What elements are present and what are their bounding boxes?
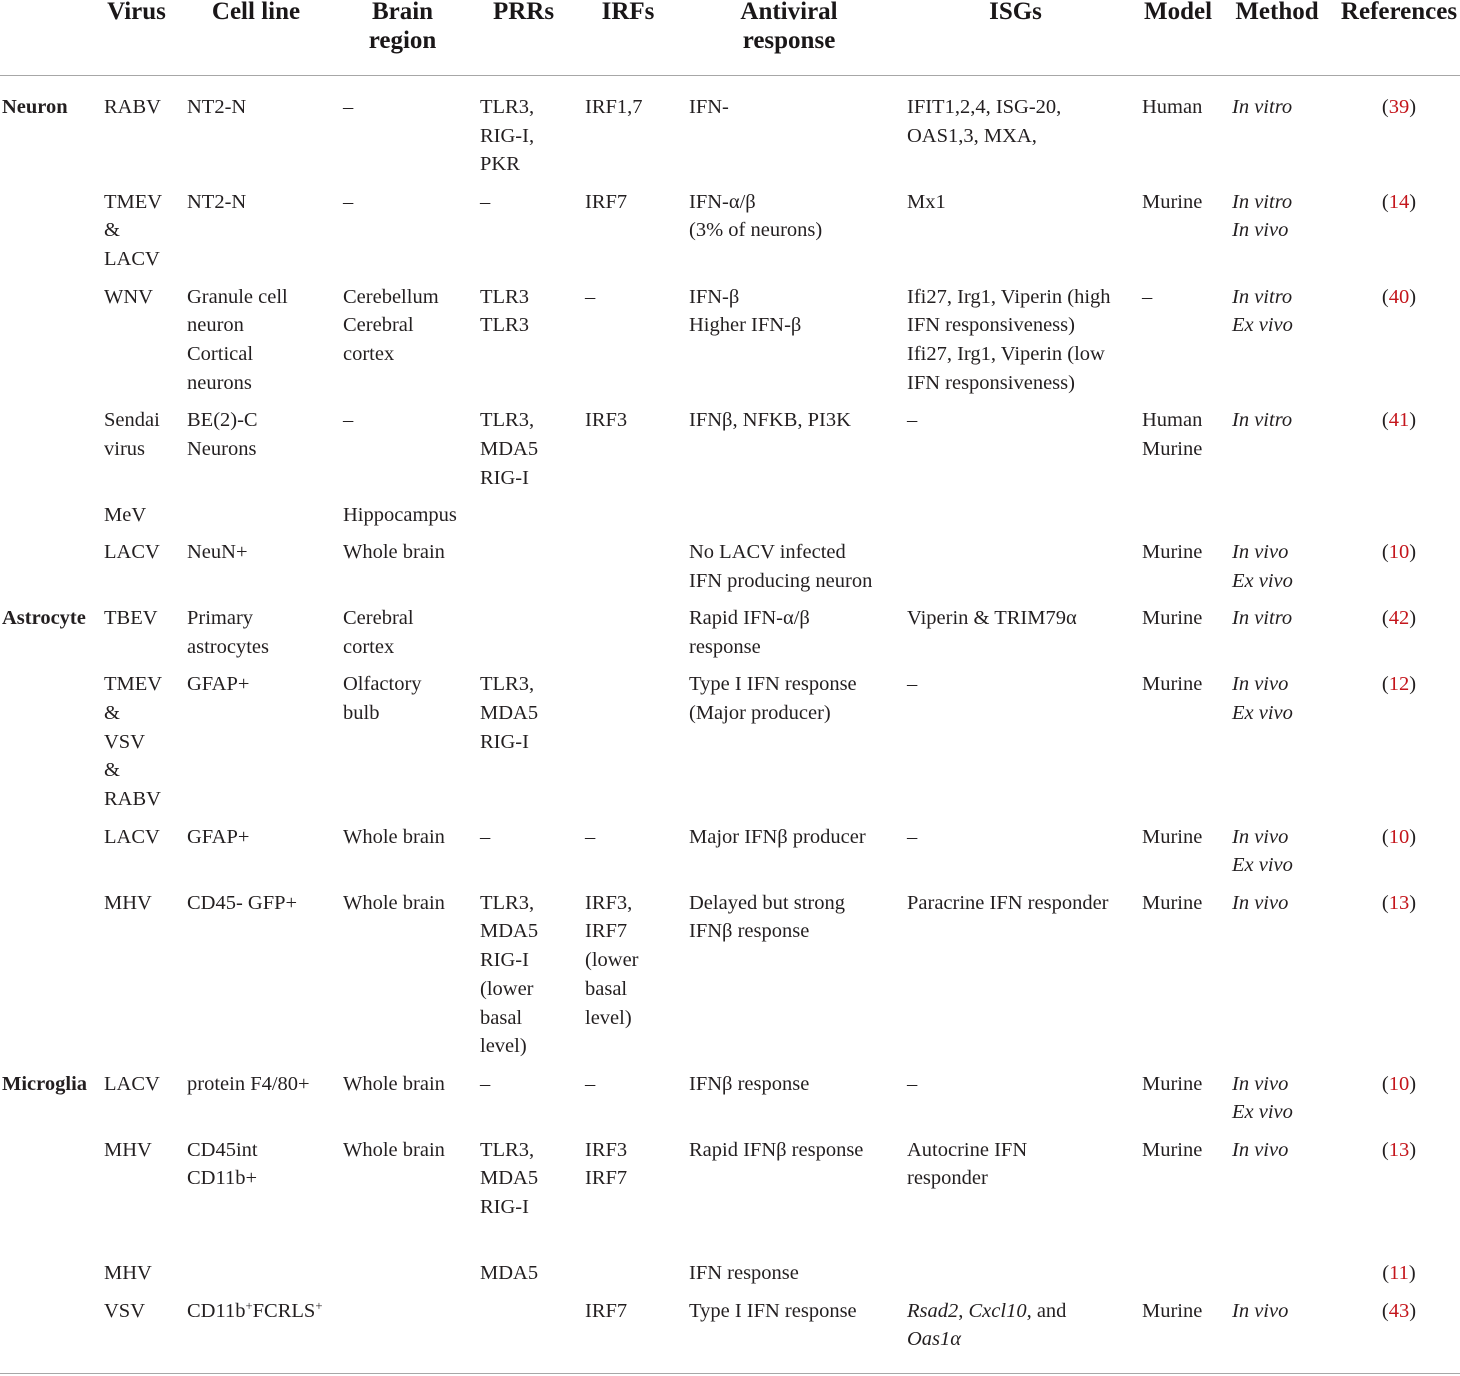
cell-isgs xyxy=(905,1292,1140,1374)
cell-irfs: – xyxy=(585,1072,596,1095)
cell-cell-line: Primary astrocytes xyxy=(187,607,269,658)
text-segment: ) xyxy=(1409,541,1417,564)
cell-model: Murine xyxy=(1142,891,1203,914)
cell-prrs: – xyxy=(480,190,491,213)
cell-brain-region: – xyxy=(343,190,354,213)
header-cell-line: Cell line xyxy=(185,0,341,76)
table-row xyxy=(0,534,1460,600)
cell-virus: Sendai virus xyxy=(104,409,160,460)
reference-number[interactable]: 10 xyxy=(1388,541,1410,564)
cell-reference xyxy=(1338,884,1460,1065)
text-segment: ) xyxy=(1409,1299,1417,1322)
cell-cell-type xyxy=(0,666,102,818)
cell-isgs: – xyxy=(907,825,918,848)
cell-virus: LACV xyxy=(104,1072,160,1095)
cell-prrs: TLR3, RIG-I, PKR xyxy=(480,95,535,176)
cell-antiviral-response: Major IFNβ producer xyxy=(689,825,866,848)
cell-reference xyxy=(1338,1292,1460,1374)
table-row xyxy=(0,1292,1460,1374)
table-row xyxy=(0,600,1460,666)
cell-prrs: – xyxy=(480,825,491,848)
cell-cell-line: CD45int CD11b+ xyxy=(187,1138,258,1190)
table-header-row xyxy=(0,0,1460,76)
cell-reference xyxy=(1338,818,1460,884)
cell-reference xyxy=(1338,497,1460,534)
cell-virus: MHV xyxy=(104,891,152,914)
cell-brain-region: Whole brain xyxy=(343,541,445,564)
table-row xyxy=(0,76,1460,183)
header-model: Model xyxy=(1140,0,1230,76)
cell-brain-region: Whole brain xyxy=(343,1138,445,1161)
cell-cell-line xyxy=(185,497,341,534)
cell-virus: TMEV & VSV & RABV xyxy=(104,673,163,811)
cell-virus: LACV xyxy=(104,825,160,848)
cell-isgs xyxy=(905,497,1140,534)
cell-method: In vivo xyxy=(1232,1138,1289,1161)
cell-brain-region: Whole brain xyxy=(343,1072,445,1095)
cell-irfs: IRF1,7 xyxy=(585,95,643,118)
table-row xyxy=(0,1065,1460,1131)
table-row xyxy=(0,278,1460,402)
table-body xyxy=(0,76,1460,1374)
cell-method: In vitro xyxy=(1232,607,1293,630)
text-segment: ) xyxy=(1409,1138,1417,1161)
text-segment: ( xyxy=(1381,1299,1389,1322)
header-reference: References xyxy=(1338,0,1460,76)
cell-antiviral-response: No LACV infected IFN producing neuron xyxy=(689,541,873,592)
text-segment: ( xyxy=(1381,95,1389,118)
text-segment: ( xyxy=(1381,1072,1389,1095)
cell-prrs: TLR3, MDA5 RIG-I xyxy=(480,673,539,753)
cell-brain-region: Cerebral cortex xyxy=(343,607,414,658)
cell-irfs: IRF7 xyxy=(583,1292,687,1374)
reference-number[interactable]: 41 xyxy=(1388,409,1410,432)
table-row xyxy=(0,884,1460,1065)
text-segment: ) xyxy=(1409,891,1417,914)
cell-isgs: Viperin & TRIM79α xyxy=(907,607,1077,630)
cell-reference xyxy=(1338,402,1460,497)
text-segment: ( xyxy=(1381,607,1389,630)
table-row xyxy=(0,402,1460,497)
cell-antiviral-response: Delayed but strong IFNβ response xyxy=(689,891,845,943)
text-segment: ( xyxy=(1381,285,1389,308)
header-prrs: PRRs xyxy=(478,0,583,76)
cell-model xyxy=(1140,497,1230,534)
header-cell-type xyxy=(0,0,102,76)
cell-cell-line xyxy=(185,1255,341,1292)
cell-antiviral-response: Rapid IFNβ response xyxy=(689,1138,864,1161)
cell-model: Human xyxy=(1142,95,1203,118)
text-segment: ) xyxy=(1409,1072,1417,1095)
cell-cell-type xyxy=(0,1255,102,1292)
cell-antiviral-response: IFN-β Higher IFN-β xyxy=(689,285,802,337)
cell-model: – xyxy=(1142,285,1153,308)
cell-model: Murine xyxy=(1140,1292,1230,1374)
text-segment: ( xyxy=(1381,673,1389,696)
text-segment: , xyxy=(958,1299,969,1322)
header-isgs: ISGs xyxy=(905,0,1140,76)
cell-reference xyxy=(1338,534,1460,600)
header-method: Method xyxy=(1230,0,1338,76)
text-segment: , and xyxy=(1026,1299,1067,1322)
cell-antiviral-response: IFN response xyxy=(689,1262,799,1285)
table-row xyxy=(0,1131,1460,1255)
cell-method: In vivo Ex vivo xyxy=(1232,673,1293,725)
cell-cell-type: Astrocyte xyxy=(2,607,86,630)
table-row xyxy=(0,183,1460,278)
cell-isgs: – xyxy=(907,673,918,696)
cell-reference xyxy=(1338,76,1460,183)
reference-number[interactable]: 10 xyxy=(1388,1072,1410,1095)
cell-cell-type: Neuron xyxy=(2,95,68,118)
cell-reference xyxy=(1338,1255,1460,1292)
cell-prrs: MDA5 xyxy=(480,1262,539,1285)
text-segment: ( xyxy=(1381,825,1389,848)
text-segment: ) xyxy=(1408,1262,1416,1285)
cell-antiviral-response xyxy=(687,497,905,534)
cell-irfs xyxy=(583,1255,687,1292)
reference-number[interactable]: 43 xyxy=(1388,1299,1410,1322)
cell-reference xyxy=(1338,600,1460,666)
cell-cell-type xyxy=(0,818,102,884)
text-segment: ( xyxy=(1381,190,1389,213)
cell-brain-region: Cerebellum Cerebral cortex xyxy=(343,285,439,365)
cell-brain-region: – xyxy=(343,95,354,118)
cell-prrs xyxy=(478,1292,583,1374)
cell-antiviral-response: Type I IFN response xyxy=(687,1292,905,1374)
cell-cell-type xyxy=(0,1292,102,1374)
cell-method: In vivo Ex vivo xyxy=(1232,541,1293,592)
cell-model: Murine xyxy=(1142,541,1203,564)
cell-irfs xyxy=(583,666,687,818)
reference-number[interactable]: 11 xyxy=(1389,1262,1409,1285)
cell-prrs: TLR3 TLR3 xyxy=(480,285,529,337)
cell-prrs xyxy=(478,600,583,666)
cell-brain-region: Hippocampus xyxy=(343,503,457,526)
cell-prrs xyxy=(478,534,583,600)
cell-cell-line xyxy=(185,1292,341,1374)
cell-method: In vitro xyxy=(1232,409,1293,432)
cell-irfs: IRF3 IRF7 xyxy=(585,1138,628,1190)
cell-model: Murine xyxy=(1142,607,1203,630)
header-virus: Virus xyxy=(102,0,185,76)
header-brain-region: Brain region xyxy=(341,0,478,76)
cell-virus: LACV xyxy=(104,541,160,564)
cell-irfs: IRF3, IRF7 (lower basal level) xyxy=(585,891,639,1029)
cell-isgs: IFIT1,2,4, ISG-20, OAS1,3, MXA, xyxy=(907,95,1062,147)
cell-irfs xyxy=(583,497,687,534)
superscript: + xyxy=(245,1298,253,1313)
reference-number[interactable]: 13 xyxy=(1388,891,1410,914)
cell-antiviral-response: IFNβ, NFKB, PI3K xyxy=(689,409,851,432)
text-segment: ( xyxy=(1382,1262,1390,1285)
text-segment: ( xyxy=(1381,1138,1389,1161)
cell-method xyxy=(1230,1255,1338,1292)
cell-prrs: TLR3, MDA5 RIG-I xyxy=(480,409,539,489)
header-irfs: IRFs xyxy=(583,0,687,76)
cell-brain-region: Whole brain xyxy=(343,825,445,848)
cell-cell-type xyxy=(0,497,102,534)
cell-cell-line: NT2-N xyxy=(187,95,247,118)
cell-reference xyxy=(1338,278,1460,402)
cell-cell-line: GFAP+ xyxy=(187,825,250,848)
reference-number[interactable]: 10 xyxy=(1388,825,1410,848)
reference-number[interactable]: 40 xyxy=(1388,285,1410,308)
cell-irfs: – xyxy=(585,285,596,308)
cell-isgs xyxy=(905,534,1140,600)
cell-model: Murine xyxy=(1142,190,1203,213)
cell-method: In vivo xyxy=(1232,891,1289,914)
text-segment: ( xyxy=(1381,541,1389,564)
text-segment: ) xyxy=(1409,409,1417,432)
cell-cell-line: GFAP+ xyxy=(187,673,250,696)
cell-cell-line: protein F4/80+ xyxy=(187,1072,310,1095)
cell-irfs: IRF7 xyxy=(585,190,628,213)
cell-isgs: – xyxy=(907,1072,918,1095)
cell-cell-type xyxy=(0,534,102,600)
cell-cell-line: NT2-N xyxy=(187,190,247,213)
cell-antiviral-response: IFN- xyxy=(689,95,729,118)
cell-isgs: Ifi27, Irg1, Viperin (high IFN responsiveness) Ifi27, Irg1, Viperin (low IFN responsiveness) xyxy=(907,285,1111,394)
cell-isgs: Mx1 xyxy=(907,190,946,213)
cell-isgs xyxy=(905,1255,1140,1292)
cell-virus: MHV xyxy=(104,1262,152,1285)
reference-number[interactable]: 39 xyxy=(1388,95,1410,118)
text-segment: ( xyxy=(1381,891,1389,914)
cell-model: Murine xyxy=(1142,1138,1203,1161)
cell-prrs: TLR3, MDA5 RIG-I (lower basal level) xyxy=(480,891,539,1058)
table-row xyxy=(0,666,1460,818)
italic-text: Rsad2 xyxy=(907,1299,959,1322)
cell-brain-region: Whole brain xyxy=(343,891,445,914)
cell-virus: RABV xyxy=(104,95,161,118)
cell-brain-region xyxy=(341,1255,478,1292)
cell-model: Murine xyxy=(1142,673,1203,696)
cell-irfs xyxy=(583,534,687,600)
cell-prrs: – xyxy=(480,1072,491,1095)
cell-model: Human Murine xyxy=(1142,409,1203,460)
text-segment: FCRLS xyxy=(252,1299,316,1322)
cell-cell-type xyxy=(0,402,102,497)
cell-isgs: – xyxy=(907,409,918,432)
cell-antiviral-response: IFNβ response xyxy=(689,1072,810,1095)
cell-reference xyxy=(1338,666,1460,818)
cell-model: Murine xyxy=(1142,825,1203,848)
italic-text: Oas1α xyxy=(907,1328,962,1351)
text-segment: ) xyxy=(1409,607,1417,630)
cell-prrs xyxy=(478,497,583,534)
cell-reference xyxy=(1338,1065,1460,1131)
italic-text: Cxcl10 xyxy=(968,1299,1027,1322)
table-row xyxy=(0,497,1460,534)
table-header xyxy=(0,0,1460,76)
cell-isgs: Paracrine IFN responder xyxy=(907,891,1109,914)
cell-cell-type xyxy=(0,278,102,402)
cell-cell-type xyxy=(0,1131,102,1255)
cell-brain-region xyxy=(341,1292,478,1374)
cell-method: In vivo xyxy=(1230,1292,1338,1374)
cell-cell-type xyxy=(0,183,102,278)
table-row xyxy=(0,1255,1460,1292)
cell-antiviral-response: Type I IFN response (Major producer) xyxy=(689,673,857,725)
text-segment: ) xyxy=(1409,825,1417,848)
cell-antiviral-response: IFN-α/β (3% of neurons) xyxy=(689,190,823,242)
table-row xyxy=(0,818,1460,884)
text-segment: CD11b xyxy=(187,1299,246,1322)
cell-prrs: TLR3, MDA5 RIG-I xyxy=(480,1138,539,1219)
superscript: + xyxy=(315,1298,323,1313)
cell-method: In vitro xyxy=(1232,95,1293,118)
cell-virus: MeV xyxy=(104,503,147,526)
text-segment: ) xyxy=(1409,285,1417,308)
cell-virus: WNV xyxy=(104,285,153,308)
cell-virus: TMEV & LACV xyxy=(104,190,163,271)
cell-irfs xyxy=(583,600,687,666)
cell-virus: TBEV xyxy=(104,607,158,630)
cell-irfs: – xyxy=(585,825,596,848)
cell-reference xyxy=(1338,183,1460,278)
reference-number[interactable]: 42 xyxy=(1388,607,1410,630)
cell-method: In vitro Ex vivo xyxy=(1232,285,1293,337)
cell-cell-line: NeuN+ xyxy=(187,541,248,564)
text-segment: ( xyxy=(1381,409,1389,432)
reference-number[interactable]: 12 xyxy=(1388,673,1410,696)
cell-isgs: Autocrine IFN responder xyxy=(907,1138,1028,1190)
cell-cell-line: BE(2)-C Neurons xyxy=(187,409,258,460)
text-segment: ) xyxy=(1409,673,1417,696)
cell-model xyxy=(1140,1255,1230,1292)
text-segment: ) xyxy=(1409,190,1417,213)
text-segment: ) xyxy=(1409,95,1417,118)
cell-method: In vivo Ex vivo xyxy=(1232,1072,1293,1124)
cell-cell-line: CD45- GFP+ xyxy=(187,891,298,914)
cell-irfs: IRF3 xyxy=(585,409,628,432)
cell-cell-line: Granule cell neuron Cortical neurons xyxy=(187,285,288,394)
reference-number[interactable]: 13 xyxy=(1388,1138,1410,1161)
cell-antiviral-response: Rapid IFN-α/β response xyxy=(689,607,810,658)
cell-method xyxy=(1230,497,1338,534)
header-antiviral-response: Antiviral response xyxy=(687,0,905,76)
cell-method: In vivo Ex vivo xyxy=(1232,825,1293,877)
cell-reference xyxy=(1338,1131,1460,1255)
cell-model: Murine xyxy=(1142,1072,1203,1095)
cell-virus: VSV xyxy=(102,1292,185,1374)
reference-number[interactable]: 14 xyxy=(1388,190,1410,213)
cell-cell-type: Microglia xyxy=(2,1072,88,1095)
cell-brain-region: – xyxy=(343,409,354,432)
cell-method: In vitro In vivo xyxy=(1232,190,1293,242)
cell-brain-region: Olfactory bulb xyxy=(343,673,422,725)
cell-cell-type xyxy=(0,884,102,1065)
cell-virus: MHV xyxy=(104,1138,152,1161)
